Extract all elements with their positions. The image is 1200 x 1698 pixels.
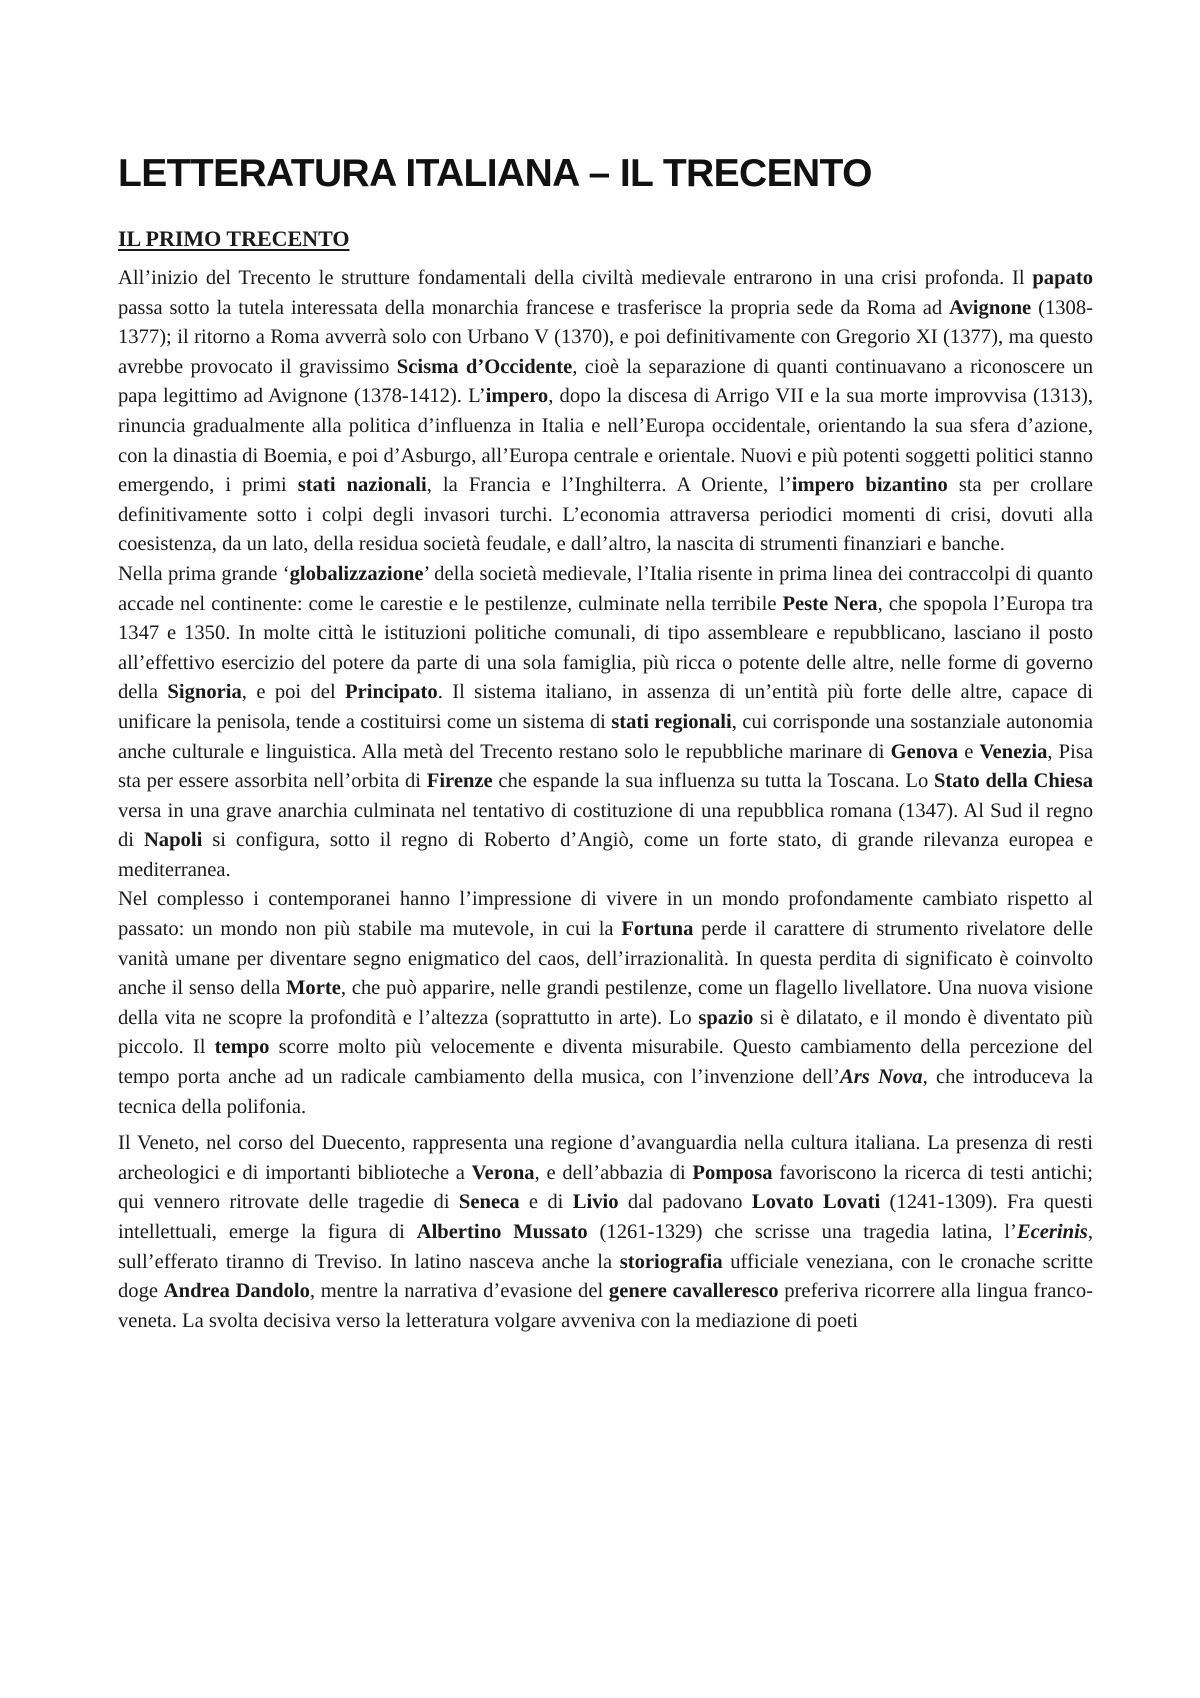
text-run: , cioè la separazione di quanti continuavano a riconoscere un papa legittimo ad Avignone (1378-1412). L’ [118, 355, 1093, 408]
text-run: Il Veneto, nel corso del Duecento, rappresenta una regione d’avanguardia nella cultura italiana. La presenza di resti archeologici e di importanti biblioteche a [118, 1132, 1093, 1184]
text-run: , dopo la discesa di Arrigo VII e la sua morte improvvisa (1313), rinuncia gradualmente alla politica d’influenza in Italia e nell’Europa occidentale, orientando la sua sfera d’azione, con la dinastia di Boemia, e poi d’Asburgo, all’Europa centrale e orientale. Nuovi e più potenti soggetti politici stanno emergendo, i primi [118, 385, 1093, 497]
bold-term: Venezia [979, 740, 1048, 763]
text-run: , Pisa sta per essere assorbita nell’orbita di [118, 740, 1093, 793]
bold-term: Andrea Dandolo [163, 1280, 310, 1303]
bold-term: stati nazionali [297, 474, 427, 497]
bold-term: impero [485, 385, 549, 408]
text-run: e di [519, 1191, 573, 1214]
bold-term: Peste Nera [782, 592, 878, 615]
text-run: , mentre la narrativa d’evasione del [309, 1280, 609, 1303]
bold-term: Signoria [167, 681, 242, 704]
text-run: , cui corrisponde una sostanziale autonomia anche culturale e linguistica. Alla metà del Trecento restano solo le repubbliche marinare di [118, 710, 1093, 763]
text-run: scorre molto più velocemente e diventa misurabile. Questo cambiamento della percezione del tempo porta anche ad un radicale cambiamento della musica, con l’invenzione dell’ [118, 1036, 1094, 1089]
text-run: , che spopola l’Europa tra 1347 e 1350. In molte città le istituzioni politiche comunali, di tipo assembleare e repubblicano, lasciano il posto all’effettivo esercizio del potere da parte di una sola famiglia, più ricca o potente delle altre, nelle forme di governo della [118, 592, 1094, 704]
bold-term: Pomposa [692, 1161, 773, 1184]
bold-term: stati regionali [611, 710, 732, 733]
text-run: ufficiale veneziana, con le cronache scritte doge [118, 1250, 1093, 1303]
paragraph [118, 885, 1093, 1122]
text-run: . Il sistema italiano, in assenza di un’entità più forte delle altre, capace di unificare la penisola, tende a costituirsi come un sistema di [118, 681, 1094, 733]
text-run: versa in una grave anarchia culminata nel tentativo di costituzione di una repubblica romana (1347). Al Sud il regno di [118, 799, 1093, 852]
bold-term: Livio [572, 1191, 619, 1214]
text-run: preferiva ricorrere alla lingua franco-veneta. La svolta decisiva verso la letteratura volgare avveniva con la mediazione di poeti [118, 1280, 1093, 1332]
text-run: , che introduceva la tecnica della polifonia. [118, 1066, 1093, 1118]
emphasis-term: Ars Nova [840, 1066, 923, 1089]
text-run: favoriscono la ricerca di testi antichi; qui vennero ritrovate delle tragedie di [118, 1161, 1093, 1214]
paragraph [118, 264, 1093, 560]
text-run: dal padovano [618, 1191, 752, 1214]
text-run: che espande la sua influenza su tutta la Toscana. Lo [492, 770, 934, 793]
bold-term: Lovato Lovati [751, 1191, 881, 1214]
bold-term: Napoli [143, 829, 203, 852]
text-run: si configura, sotto il regno di Roberto d’Angiò, come un forte stato, di grande rilevanza europea e mediterranea. [118, 829, 1093, 881]
bold-term: Genova [890, 740, 959, 763]
text-run: (1261-1329) che scrisse una tragedia latina, l’ [587, 1221, 1017, 1243]
document-title: LETTERATURA ITALIANA – IL TRECENTO [118, 152, 872, 195]
text-run: , sull’efferato tiranno di Treviso. In latino nasceva anche la [118, 1221, 1093, 1273]
text-run: si è dilatato, e il mondo è diventato più piccolo. Il [118, 1006, 1093, 1059]
text-run: (1241-1309). Fra questi intellettuali, emerge la figura di [118, 1191, 1093, 1243]
paragraph [118, 1129, 1093, 1336]
text-run: , che può apparire, nelle grandi pestilenze, come un flagello livellatore. Una nuova visione della vita ne scopre la profondità e l’altezza (soprattutto in arte). Lo [118, 977, 1093, 1029]
bold-term: storiografia [619, 1250, 723, 1273]
text-run: All’inizio del Trecento le strutture fondamentali della civiltà medievale entrarono in una crisi profonda. Il [118, 267, 1033, 289]
text-run: ’ della società medievale, l’Italia risente in prima linea dei contraccolpi di quanto accade nel continente: come le carestie e le pestilenze, culminate nella terribile [118, 562, 1093, 615]
text-run: (1308-1377); il ritorno a Roma avverrà solo con Urbano V (1370), e poi definitivamente con Gregorio XI (1377), ma questo avrebbe provocato il gravissimo [118, 296, 1093, 378]
bold-term: Seneca [458, 1191, 520, 1214]
text-run: , e dell’abbazia di [534, 1161, 693, 1184]
bold-term: impero bizantino [791, 474, 948, 497]
document-page [118, 150, 1093, 1336]
bold-term: Fortuna [621, 918, 694, 941]
bold-term: Verona [471, 1161, 535, 1184]
bold-term: Firenze [426, 770, 493, 793]
bold-term: Albertino Mussato [416, 1221, 588, 1243]
bold-term: tempo [214, 1036, 270, 1059]
text-run: sta per crollare definitivamente sotto i colpi degli invasori turchi. L’economia attraversa periodici momenti di crisi, dovuti alla coesistenza, da un lato, della residua società feudale, e dall’altro, la nascita di strumenti finanziari e banche. [118, 474, 1093, 556]
bold-term: globalizzazione [289, 562, 424, 585]
document-body [118, 264, 1093, 1336]
bold-term: Avignone [949, 296, 1032, 319]
bold-term: papato [1032, 267, 1093, 289]
text-run: , e poi del [241, 681, 346, 704]
bold-term: genere cavalleresco [608, 1280, 779, 1303]
text-run: perde il carattere di strumento rivelatore delle vanità umane per diventare segno enigmatico del caos, dell’irrazionalità. In questa perdita di significato è coinvolto anche il senso della [118, 918, 1093, 1000]
text-run: passa sotto la tutela interessata della monarchia francese e trasferisce la propria sede da Roma ad [118, 296, 950, 319]
text-run: Nel complesso i contemporanei hanno l’impressione di vivere in un mondo profondamente cambiato rispetto al passato: un mondo non più stabile ma mutevole, in cui la [118, 888, 1093, 941]
bold-term: Scisma d’Occidente [396, 355, 573, 378]
text-run: , la Francia e l’Inghilterra. A Oriente, l’ [426, 474, 792, 497]
bold-term: Stato della Chiesa [933, 770, 1093, 793]
bold-term: Morte [286, 977, 341, 1000]
bold-term: spazio [698, 1006, 754, 1029]
text-run: e [958, 740, 980, 763]
bold-term: Principato [345, 681, 438, 704]
paragraph [118, 560, 1093, 886]
section-heading: IL PRIMO TRECENTO [118, 226, 350, 251]
emphasis-term: Ecerinis [1016, 1221, 1088, 1243]
text-run: Nella prima grande ‘ [118, 562, 290, 585]
